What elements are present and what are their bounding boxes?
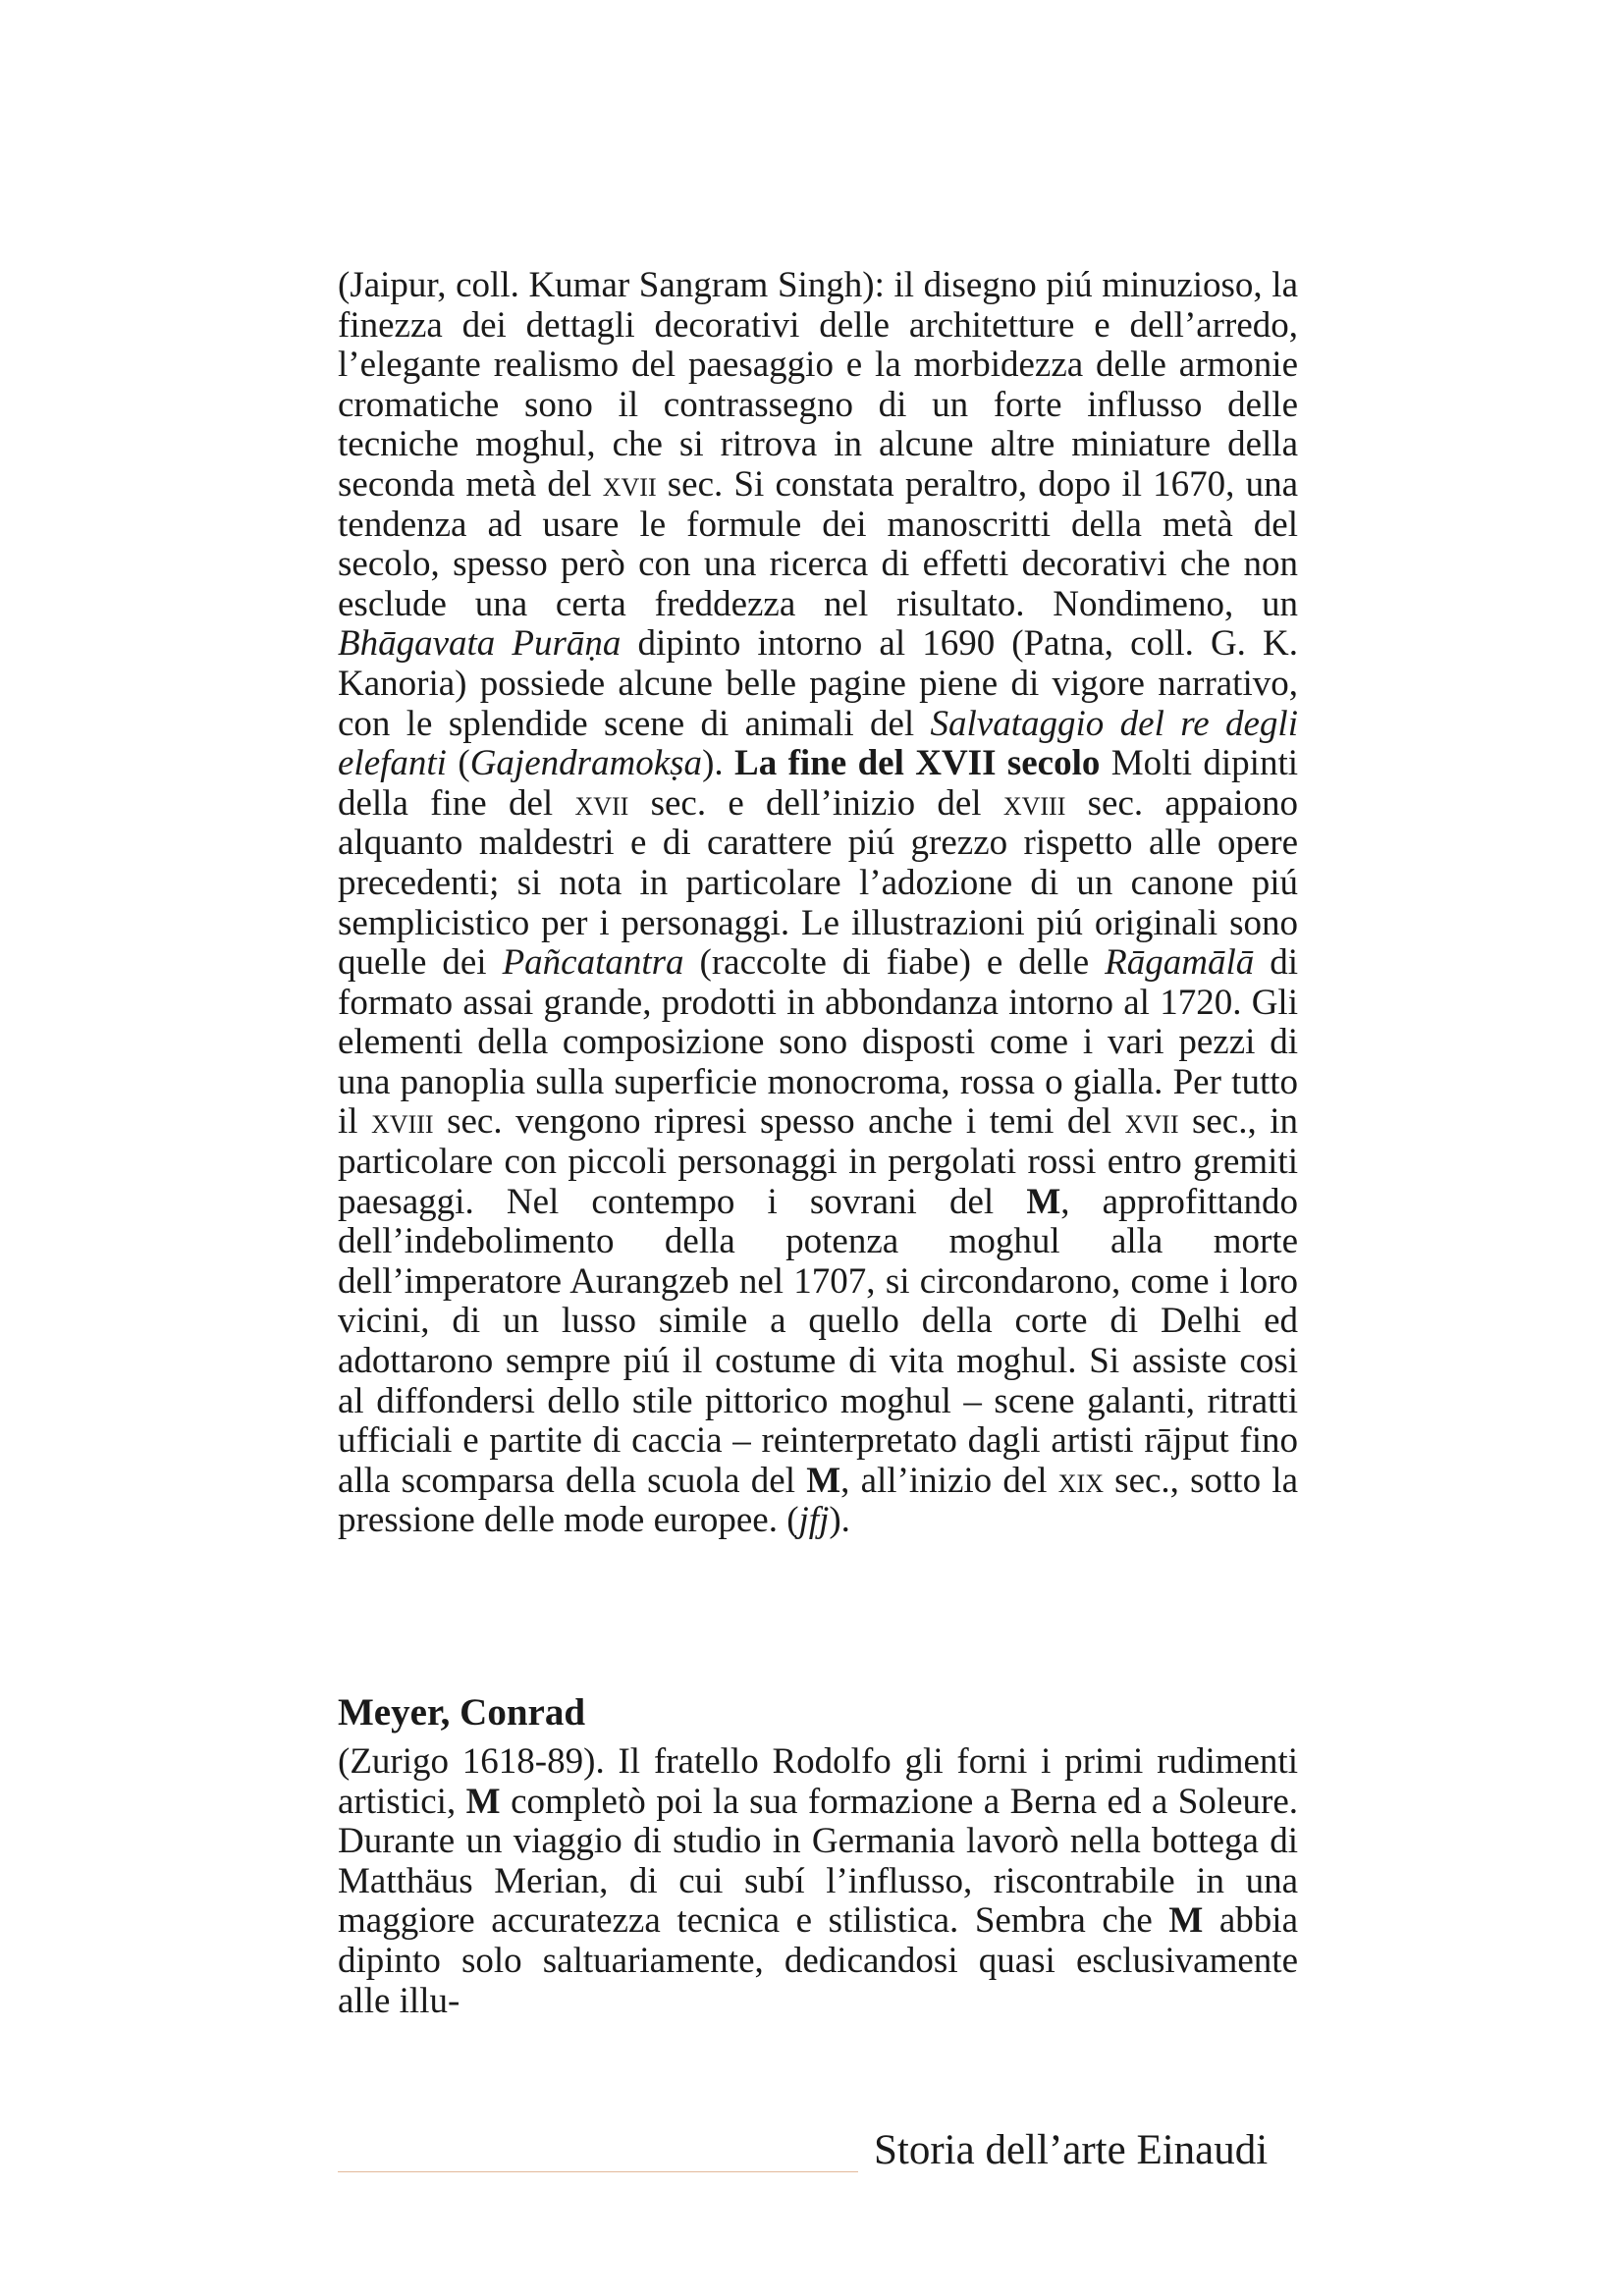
text-run: ). [702,743,735,784]
entry-continuation-paragraph [338,266,1298,1541]
text-run: M [1168,1900,1204,1942]
text-run: sec., sotto la pressione delle mode europee. ( [338,1460,1298,1541]
text-run: Salvataggio del re degli elefanti [338,703,1298,784]
text-run: dipinto intorno al 1690 (Patna, coll. G. K. Kanoria) possiede alcune belle pagine piene di vigore narrativo, con le splendide scene di animali del [338,623,1298,744]
text-run: ). [829,1500,850,1541]
text-run: (Jaipur, coll. Kumar Sangram Singh): il disegno piú minuzioso, la finezza dei dettagli decorativi delle architetture e dell’arredo, l’elegante realismo del paesaggio e la morbidezza delle armonie cromatiche sono il contrassegno di un forte influsso delle tecniche moghul, che si ritrova in alcune altre miniature della seconda metà del [338,265,1298,505]
text-run: La fine del XVII secolo [734,743,1101,784]
text-run: M [465,1781,501,1822]
text-run: , all’inizio del [840,1460,1058,1501]
text-run: xviii [1002,782,1066,824]
text-run: jfj [798,1500,830,1541]
text-run: M [1026,1181,1061,1222]
text-run: completò poi la sua formazione a Berna ed a Soleure. Durante un viaggio di studio in Germania lavorò nella bottega di Matthäus Merian, di cui subí l’influsso, riscontrabile in una maggiore accuratezza tecnica e stilistica. Sembra che [338,1781,1298,1942]
text-run: xvii [574,782,629,824]
entry-paragraph [338,1742,1298,2021]
text-run: xix [1057,1460,1104,1501]
text-run: Gajendramokṣa [469,743,703,784]
text-run: sec., in particolare con piccoli personaggi in pergolati rossi entro gremiti paesaggi. Nel contempo i sovrani del [338,1101,1298,1222]
footer-publisher-label: Storia dell’arte Einaudi [874,2127,1269,2173]
text-run: , approfittando dell’indebolimento della potenza moghul alla morte dell’imperatore Aurangzeb nel 1707, si circondarono, come i loro vicini, di un lusso simile a quello della corte di Delhi ed adottarono sempre piú il costume di vita moghul. Si assiste cosi al diffondersi dello stile pittorico moghul – scene galanti, ritratti ufficiali e partite di caccia – reinterpretato dagli artisti rājput fino alla scomparsa della scuola del [338,1181,1298,1501]
text-run: xviii [371,1101,434,1143]
text-run: Bhāgavata Purāṇa [338,623,622,665]
text-run: M [806,1460,841,1501]
text-run: (raccolte di fiabe) e delle [683,942,1106,984]
text-run: sec. Si constata peraltro, dopo il 1670, una tendenza ad usare le formule dei manoscritti della metà del secolo, spesso però con una ricerca di effetti decorativi che non esclude una certa freddezza nel risultato. Nondimeno, un [338,463,1298,624]
text-run: Molti dipinti della fine del [338,743,1299,824]
text-run: ( [446,743,470,784]
footer-rule [338,2171,858,2172]
text-run: sec. e dell’inizio del [628,782,1003,824]
text-run: Pañcatantra [502,942,684,984]
entry-heading: Meyer, Conrad [338,1691,586,1734]
text-run: sec. vengono ripresi spesso anche i temi del [433,1101,1125,1143]
text-run: (Zurigo 1618-89). Il fratello Rodolfo gli forni i primi rudimenti artistici, [338,1741,1298,1822]
text-run: xvii [1124,1101,1179,1143]
text-run: di formato assai grande, prodotti in abbondanza intorno al 1720. Gli elementi della composizione sono disposti come i vari pezzi di una panoplia sulla superficie monocroma, rossa o gialla. Per tutto il [338,942,1299,1143]
text-run: xvii [602,463,657,505]
text-run: abbia dipinto solo saltuariamente, dedicandosi quasi esclusivamente alle illu- [338,1900,1298,2021]
text-run: sec. appaiono alquanto maldestri e di carattere piú grezzo rispetto alle opere precedenti; si nota in particolare l’adozione di un canone piú semplicistico per i personaggi. Le illustrazioni piú originali sono quelle dei [338,782,1299,984]
text-run: Rāgamālā [1105,942,1255,984]
